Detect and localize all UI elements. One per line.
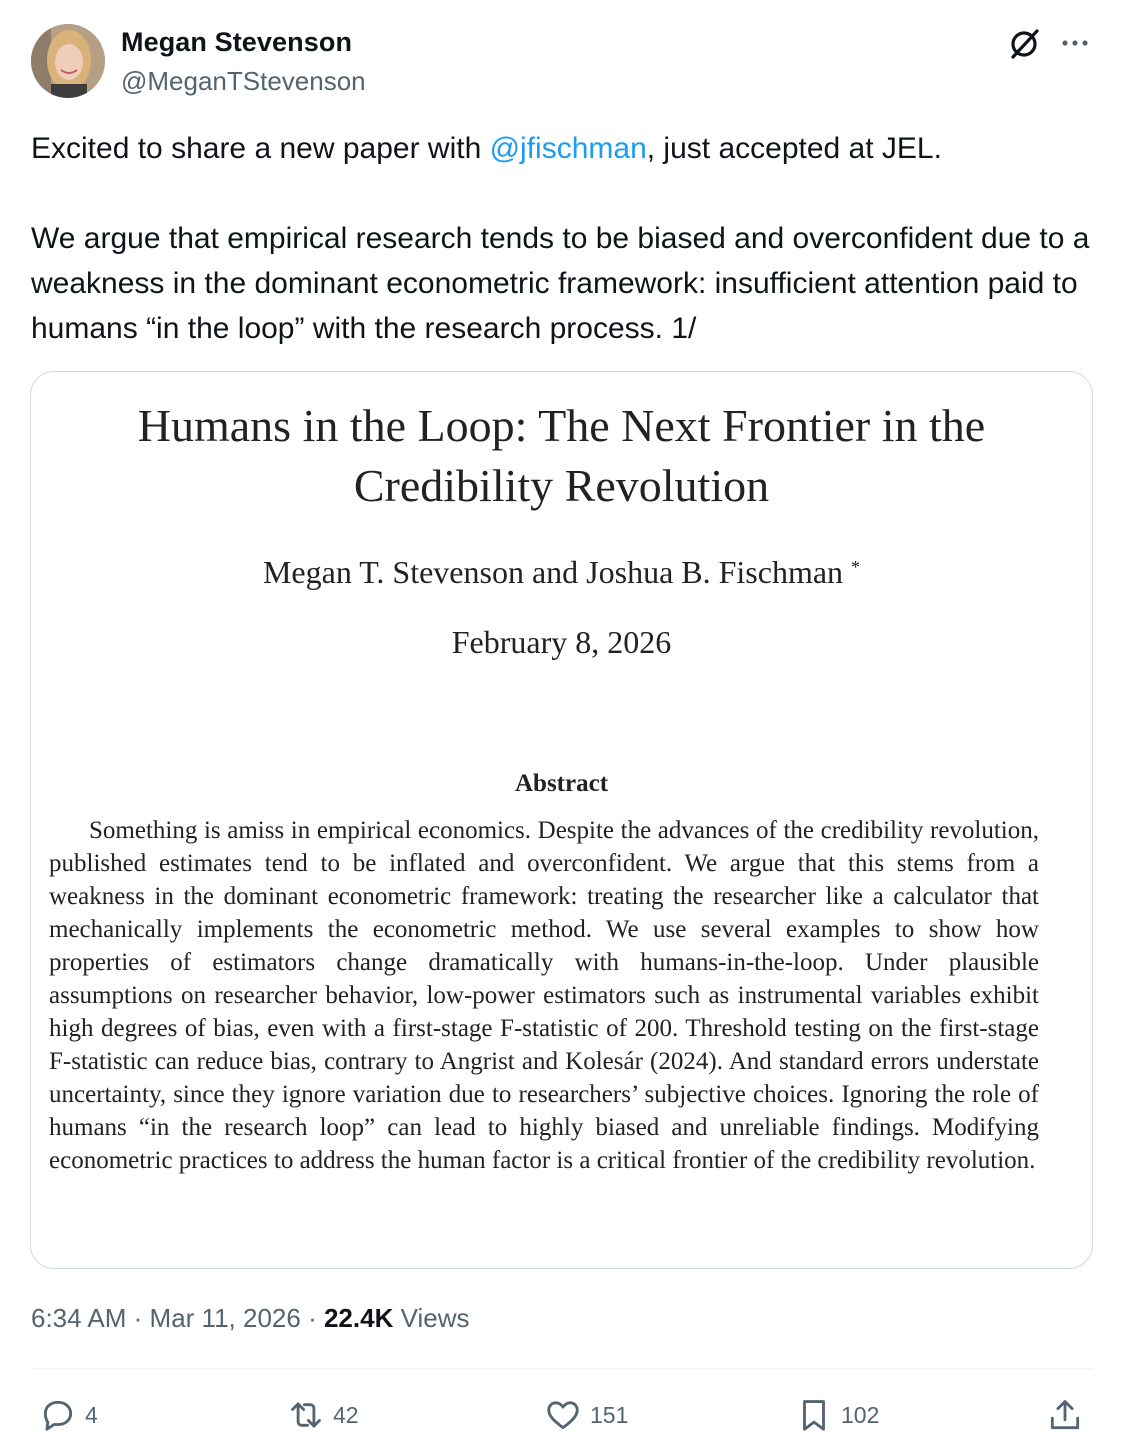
author-handle[interactable]: @MeganTStevenson: [121, 66, 366, 96]
author-name[interactable]: Megan Stevenson: [121, 27, 353, 57]
tweet-text: [31, 126, 1101, 351]
share-icon: [1046, 1396, 1084, 1434]
tweet-text-part: , just accepted at JEL.: [646, 132, 942, 165]
tweet-meta: [31, 1303, 469, 1334]
footnote-mark: *: [851, 557, 861, 577]
paper-authors: [31, 554, 1092, 591]
bookmark-count: 102: [841, 1401, 880, 1428]
tweet-time[interactable]: 6:34 AM: [31, 1303, 127, 1333]
bookmark-button[interactable]: [795, 1393, 879, 1437]
meta-separator: ·: [308, 1303, 317, 1333]
tweet-date[interactable]: Mar 11, 2026: [149, 1303, 301, 1333]
paper-title-line: Credibility Revolution: [353, 460, 770, 511]
like-icon: [544, 1396, 582, 1434]
bookmark-icon: [795, 1396, 833, 1434]
reply-count: 4: [85, 1401, 98, 1428]
paper-title-line: Humans in the Loop: The Next Frontier in the: [137, 400, 986, 451]
abstract-body: Something is amiss in empirical economics. Despite the advances of the credibility revolution, published estimates tend to be inflated and overconfident. We argue that this stems from a weakness in the dominant econometric framework: treating the researcher like a calculator that mechanically implements the econometric method. We use several examples to show how properties of estimators change dramatically with humans-in-the-loop. Under plausible assumptions on researcher behavior, low-power estimators such as instrumental variables exhibit high degrees of bias, even with a first-stage F-statistic of 200. Threshold testing on the first-stage F-statistic can reduce bias, contrary to Angrist and Kolesár (2024). And standard errors understate uncertainty, since they ignore variation due to researchers’ subjective choices. Ignoring the role of humans “in the research loop” can lead to highly biased and unreliable findings. Modifying econometric practices to address the human factor is a critical frontier of the credibility revolution.: [49, 817, 1039, 1174]
like-button[interactable]: [544, 1393, 628, 1437]
tweet-paragraph-1: [31, 126, 1101, 171]
grok-icon[interactable]: [1006, 24, 1044, 62]
more-icon[interactable]: [1056, 24, 1094, 62]
paper-authors-text: Megan T. Stevenson and Joshua B. Fischman: [262, 554, 844, 590]
repost-count: 42: [333, 1401, 359, 1428]
views-label: Views: [400, 1303, 470, 1333]
paper-title: [31, 396, 1092, 516]
abstract-heading: Abstract: [514, 770, 609, 797]
divider: [31, 1368, 1093, 1369]
paper-date: February 8, 2026: [451, 624, 672, 660]
views-count: 22.4K: [323, 1303, 394, 1333]
reply-button[interactable]: [39, 1393, 98, 1437]
mention-link[interactable]: @jfischman: [489, 132, 647, 165]
like-count: 151: [590, 1401, 629, 1428]
meta-separator: ·: [133, 1303, 143, 1333]
attached-paper-image[interactable]: [30, 371, 1093, 1269]
repost-button[interactable]: [287, 1393, 359, 1437]
tweet-paragraph-2: We argue that empirical research tends to be biased and overconfident due to a weakness in the dominant econometric framework: insufficient attention paid to humans “in the loop” with the research process. 1/: [31, 222, 1090, 345]
tweet-text-part: Excited to share a new paper with: [31, 132, 490, 165]
repost-icon: [287, 1396, 325, 1434]
avatar[interactable]: [31, 24, 105, 98]
reply-icon: [39, 1396, 77, 1434]
share-button[interactable]: [1046, 1393, 1084, 1437]
